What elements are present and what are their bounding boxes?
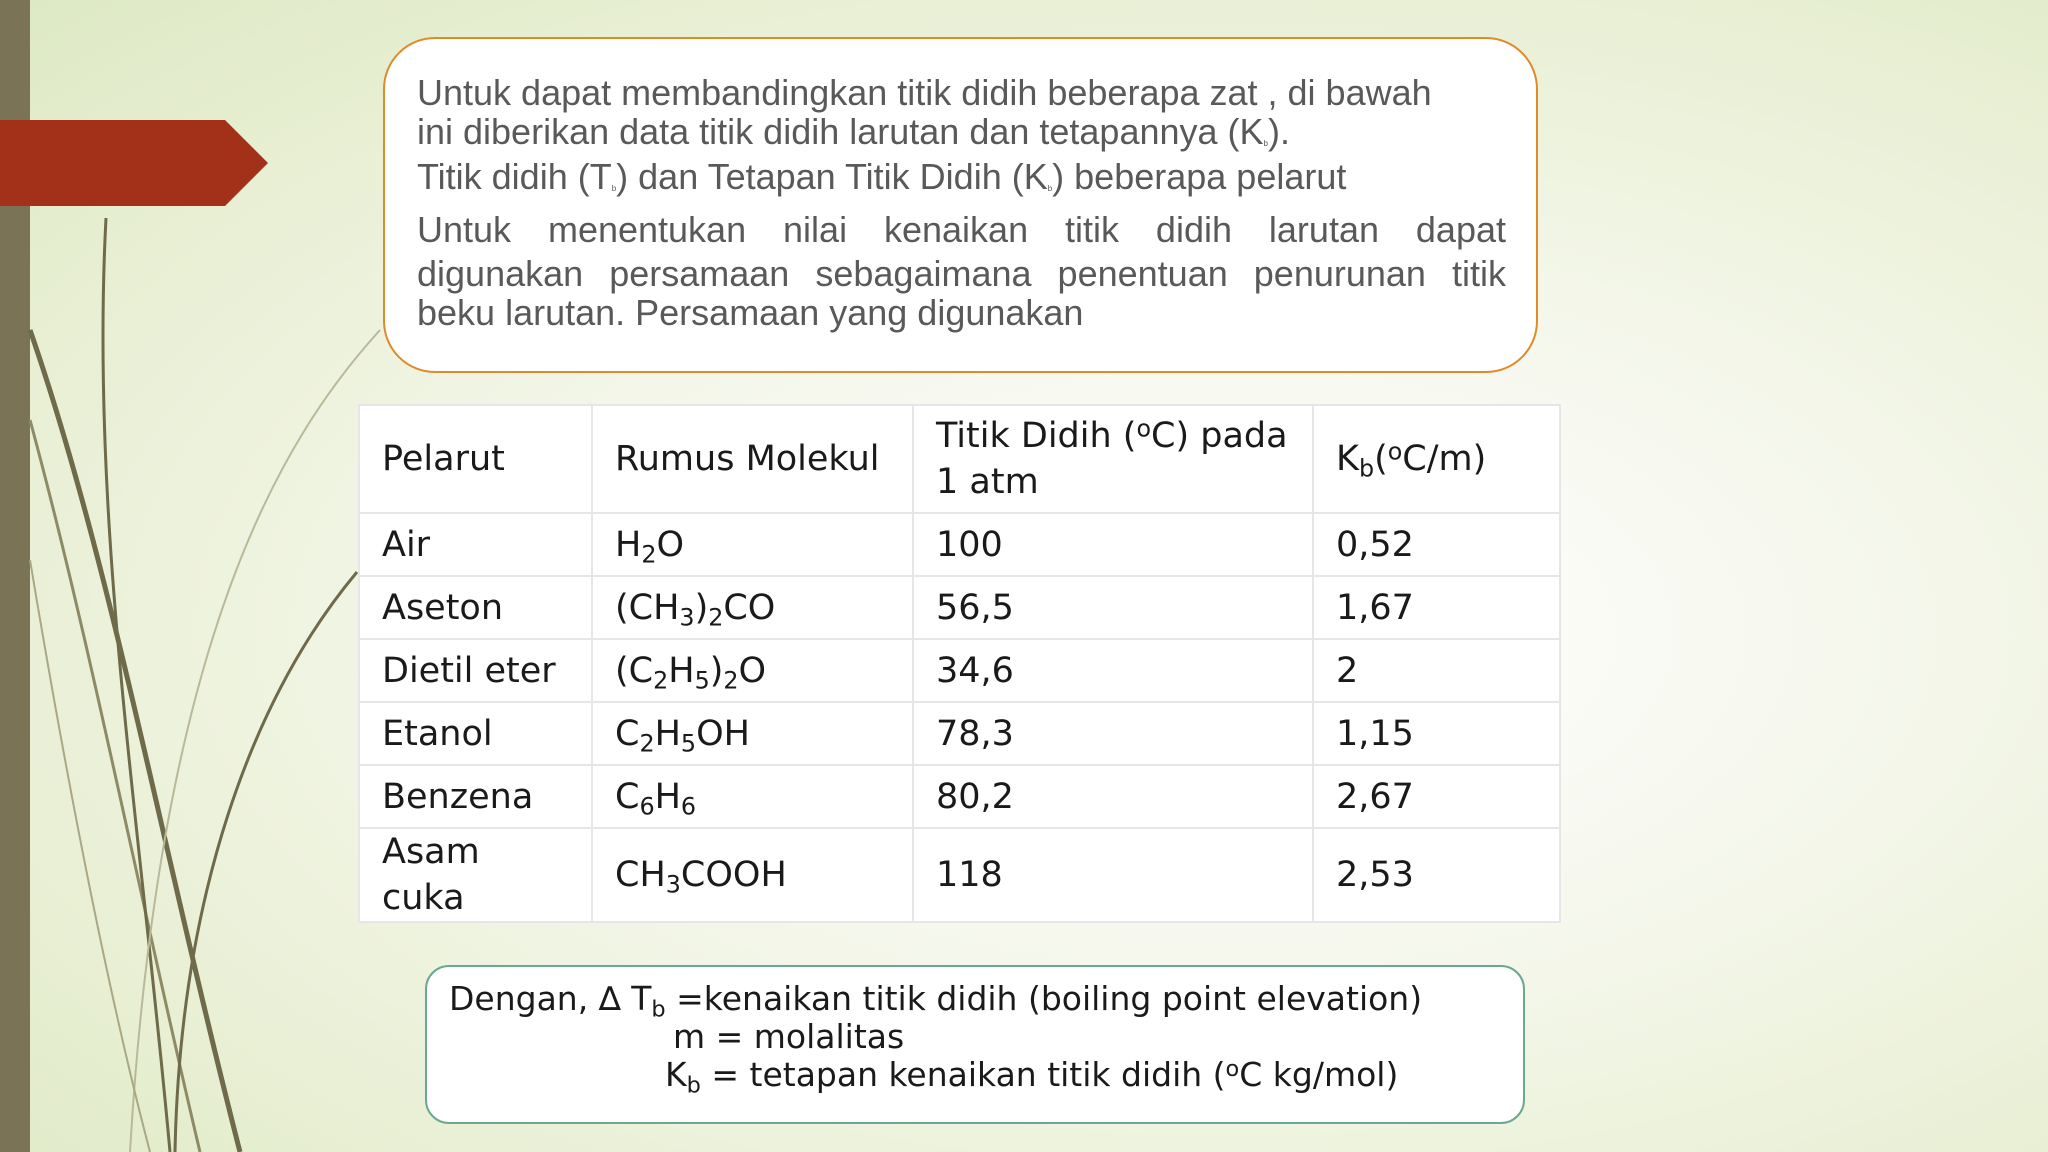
intro-line-1: Untuk dapat membandingkan titik didih beberapa zat , di bawah [417,72,1432,113]
definition-m: m = molalitas [673,1017,905,1056]
cell-formula: $C_6H_6$ [592,765,913,828]
pentagon-arrow-shape [0,120,270,206]
cell-titik-didih: 118 [913,828,1313,922]
definition-delta-tb: Dengan, ∆ $T_b$ =kenaikan titik didih (boiling point elevation) [449,979,1423,1023]
cell-titik-didih: 56,5 [913,576,1313,639]
cell-pelarut: Aseton [359,576,592,639]
definition-kb: $K_b$ = tetapan kenaikan titik didih ($^o$C kg/mol) [665,1055,1399,1099]
header-pelarut: Pelarut [359,405,592,513]
cell-titik-didih: 80,2 [913,765,1313,828]
solvent-table [358,404,1561,923]
cell-formula: $H_2O$ [592,513,913,576]
table-row [359,765,1560,828]
table-row [359,576,1560,639]
cell-formula: $C_2H_5OH$ [592,702,913,765]
cell-kb: 2,53 [1313,828,1560,922]
cell-pelarut: Benzena [359,765,592,828]
intro-text-box [383,37,1538,373]
intro-line-3: Titik didih $(T_b)$ dan Tetapan Titik Didih $(K_b)$ beberapa pelarut [417,156,1347,197]
intro-paragraph-line-1: Untuk menentukan nilai kenaikan titik didih larutan dapat [417,209,1506,250]
table-header-row [359,405,1560,513]
intro-line-2: ini diberikan data titik didih larutan dan tetapannya $(K_b)$. [417,111,1290,152]
cell-pelarut: Asam cuka [359,828,592,922]
cell-titik-didih: 34,6 [913,639,1313,702]
cell-kb: 1,67 [1313,576,1560,639]
table-row [359,639,1560,702]
cell-kb: 2 [1313,639,1560,702]
cell-titik-didih: 78,3 [913,702,1313,765]
table-row [359,828,1560,922]
cell-formula: $(CH_3)_2CO$ [592,576,913,639]
cell-pelarut: Etanol [359,702,592,765]
table-row [359,513,1560,576]
intro-paragraph-line-3: beku larutan. Persamaan yang digunakan [417,292,1084,333]
cell-kb: 1,15 [1313,702,1560,765]
cell-formula: $CH_3COOH$ [592,828,913,922]
table-row [359,702,1560,765]
cell-titik-didih: 100 [913,513,1313,576]
cell-formula: $(C_2H_5)_2O$ [592,639,913,702]
header-titik-didih: Titik Didih ($^o$C) pada 1 atm [913,405,1313,513]
intro-paragraph-line-2: digunakan persamaan sebagaimana penentuan penurunan titik [417,253,1506,294]
cell-kb: 0,52 [1313,513,1560,576]
cell-kb: 2,67 [1313,765,1560,828]
definitions-box [425,965,1525,1124]
header-rumus-molekul: Rumus Molekul [592,405,913,513]
cell-pelarut: Dietil eter [359,639,592,702]
header-kb: $K_b(^oC/m)$ [1313,405,1560,513]
cell-pelarut: Air [359,513,592,576]
